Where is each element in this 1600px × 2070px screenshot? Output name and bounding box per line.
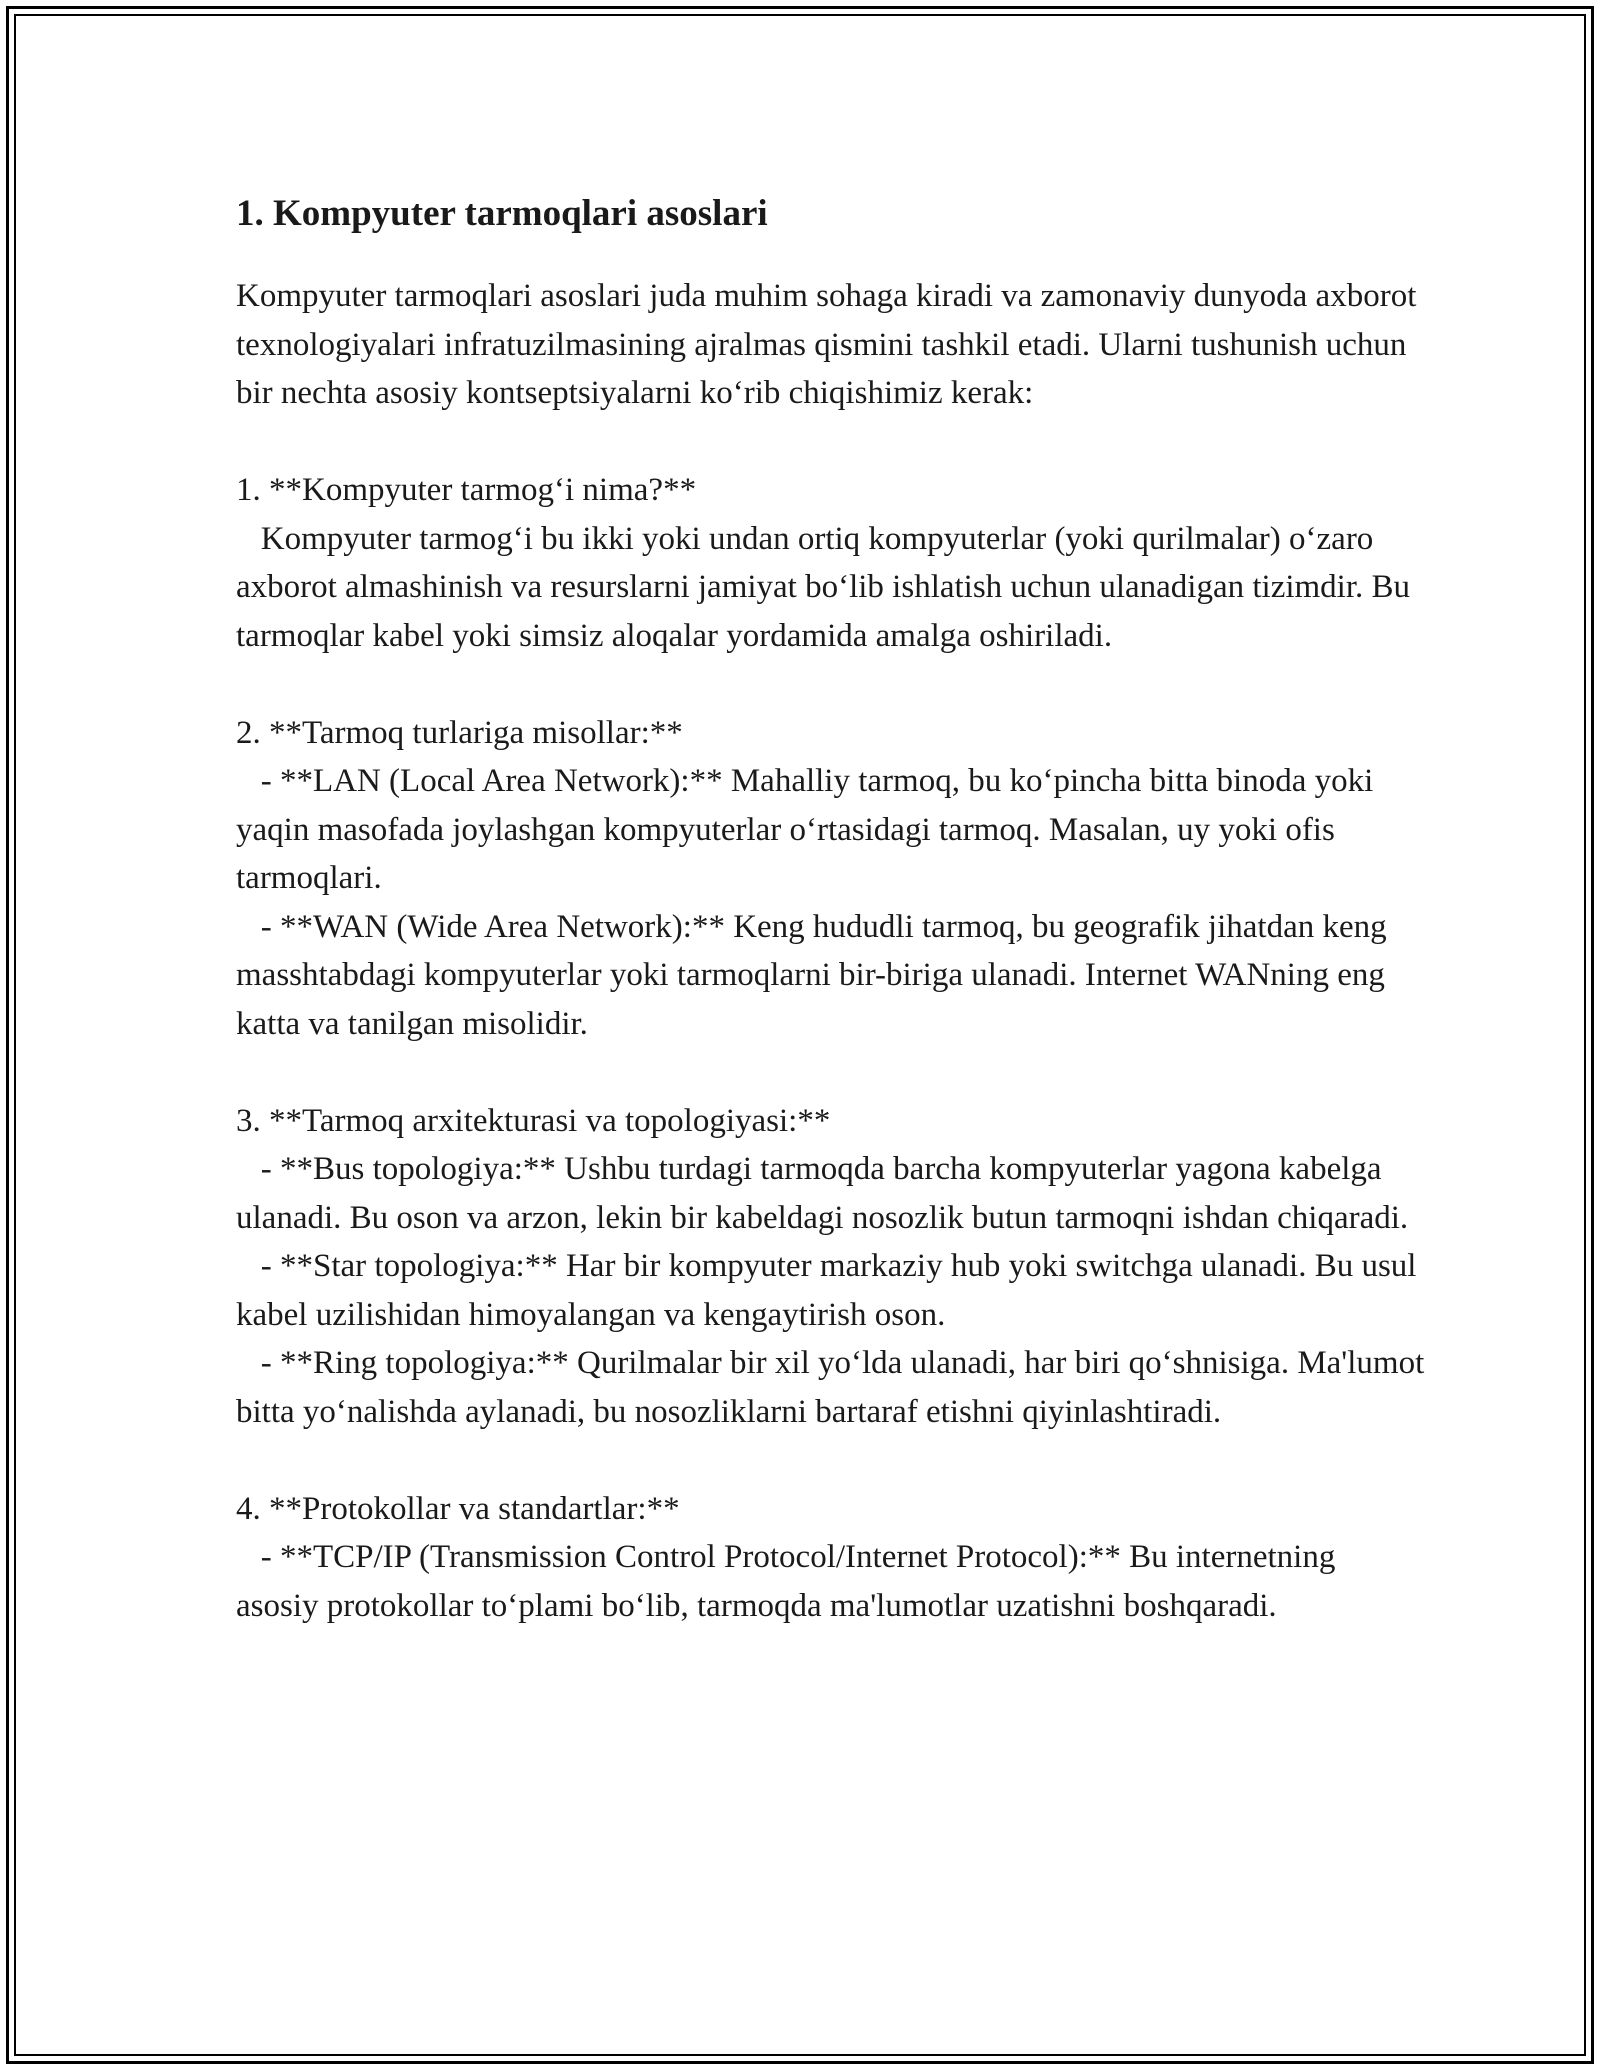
spacer: [236, 418, 1426, 467]
section-protocols: [236, 1485, 1426, 1631]
document-body: [236, 186, 1433, 1630]
section-line: - **LAN (Local Area Network):** Mahalliy tarmoq, bu ko‘pincha bitta binoda yoki yaqin masofada joylashgan kompyuterlar o‘rtasidagi tarmoq. Masalan, uy yoki ofis tarmoqlari.: [236, 763, 1382, 896]
section-line: - **TCP/IP (Transmission Control Protocol/Internet Protocol):** Bu internetning asosiy protokollar to‘plami bo‘lib, tarmoqda ma'lumotlar uzatishni boshqaradi.: [236, 1539, 1344, 1624]
spacer: [236, 1048, 1426, 1097]
section-title: 2. **Tarmoq turlariga misollar:**: [236, 714, 683, 751]
section-topology: [236, 1097, 1433, 1437]
section-title: 3. **Tarmoq arxitekturasi va topologiyasi:**: [236, 1102, 831, 1139]
section-title: 1. **Kompyuter tarmog‘i nima?**: [236, 472, 697, 508]
section-line: Kompyuter tarmog‘i bu ikki yoki undan ortiq kompyuterlar (yoki qurilmalar) o‘zaro axborot almashinish va resurslarni jamiyat bo‘lib ishlatish uchun ulanadigan tizimdir. Bu tarmoqlar kabel yoki simsiz aloqalar yordamida amalga oshiriladi.: [236, 520, 1419, 654]
spacer: [236, 1436, 1426, 1485]
section-line: - **Bus topologiya:** Ushbu turdagi tarmoqda barcha kompyuterlar yagona kabelga ulanadi. Bu oson va arzon, lekin bir kabeldagi nosozlik butun tarmoqni ishdan chiqaradi.: [236, 1151, 1409, 1236]
document-heading: 1. Kompyuter tarmoqlari asoslari: [236, 193, 768, 234]
section-line: - **Star topologiya:** Har bir kompyuter markaziy hub yoki switchga ulanadi. Bu usul kabel uzilishidan himoyalangan va kengaytirish oson.: [236, 1248, 1425, 1333]
section-title: 4. **Protokollar va standartlar:**: [236, 1490, 680, 1527]
spacer: [236, 660, 1426, 709]
section-line: - **Ring topologiya:** Qurilmalar bir xil yo‘lda ulanadi, har biri qo‘shnisiga. Ma'lumot bitta yo‘nalishda aylanadi, bu nosozliklarni bartaraf etishni qiyinlashtiradi.: [236, 1345, 1433, 1430]
section-what-is-network: [236, 466, 1426, 660]
section-line: - **WAN (Wide Area Network):** Keng hududli tarmoq, bu geografik jihatdan keng masshtabdagi kompyuterlar yoki tarmoqlarni bir-biriga ulanadi. Internet WANning eng katta va tanilgan misolidir.: [236, 908, 1395, 1042]
section-network-types: [236, 709, 1426, 1049]
intro-paragraph: Kompyuter tarmoqlari asoslari juda muhim sohaga kiradi va zamonaviy dunyoda axborot texnologiyalari infratuzilmasining ajralmas qismini tashkil etadi. Ularni tushunish uchun bir nechta asosiy kontseptsiyalarni ko‘rib chiqishimiz kerak:: [236, 278, 1425, 411]
